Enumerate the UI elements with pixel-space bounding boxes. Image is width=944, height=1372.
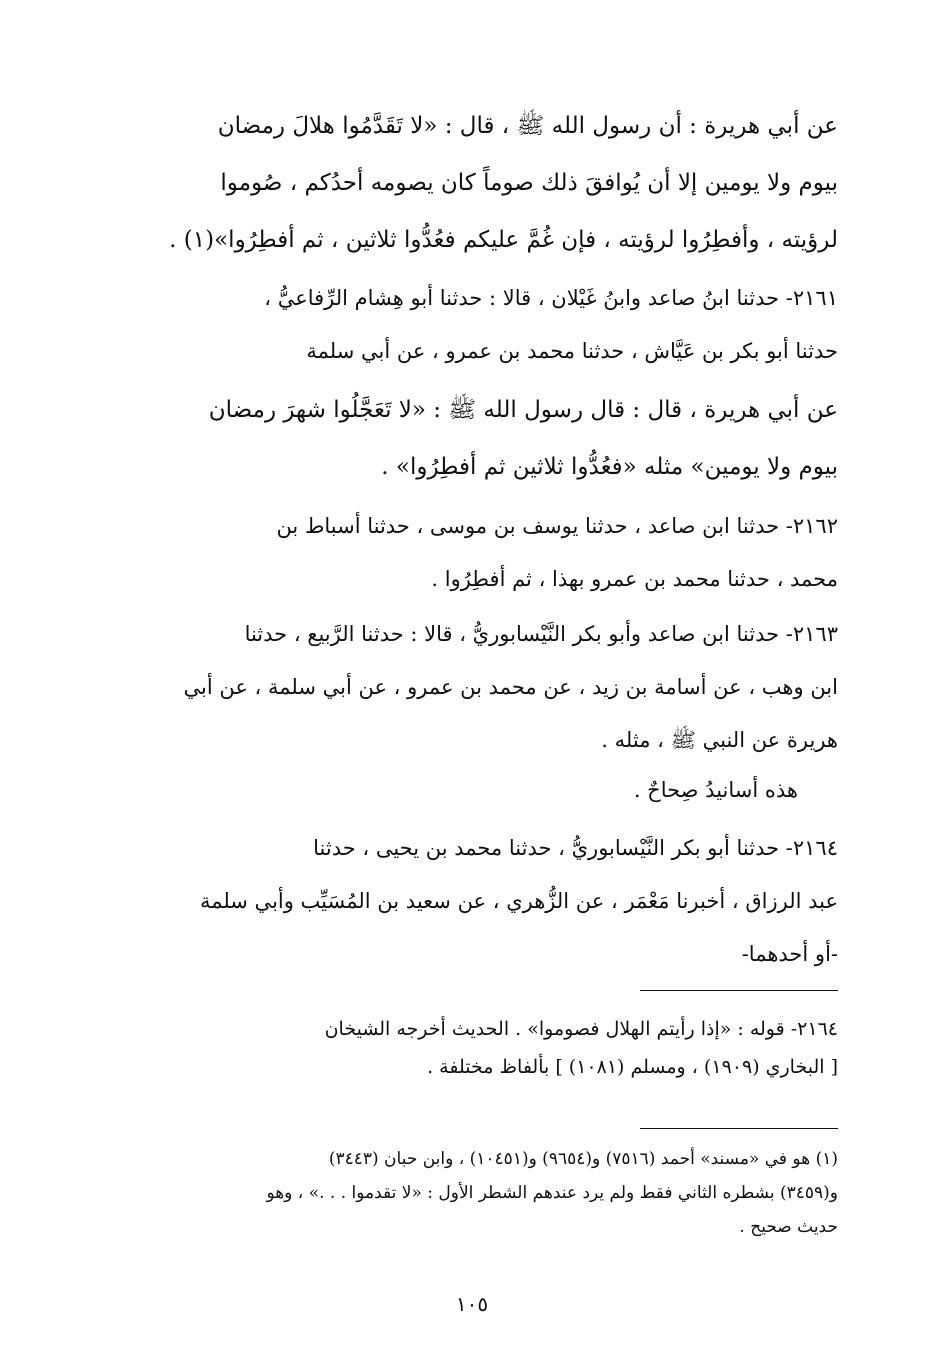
text-line: بيوم ولا يومين إلا أن يُوافقَ ذلك صوماً كان يصومه أحدُكم ، صُوموا [220,170,838,196]
text-line: حدثنا أبو بكر بن عَيَّاش ، حدثنا محمد بن عمرو ، عن أبي سلمة [306,339,838,363]
footnote-line: [ البخاري (١٩٠٩) ، ومسلم (١٠٨١) ] بألفاظ مختلفة . [427,1056,838,1078]
hadith-2161-matn [128,382,838,496]
grading-note [128,764,838,817]
text-line: هذه أسانيدُ صِحاحٌ . [633,778,798,802]
text-line: بيوم ولا يومين» مثله «فعُدُّوا ثلاثين ثم أفطِرُوا» . [381,454,838,480]
text-line: ٢١٦٢- حدثنا ابن صاعد ، حدثنا يوسف بن موسى ، حدثنا أسباط بن [276,514,838,538]
text-line: محمد ، حدثنا محمد بن عمرو بهذا ، ثم أفطِرُوا . [431,567,838,591]
reference-footnote [128,1142,838,1244]
footnote-line: و(٣٤٥٩) بشطره الثاني فقط ولم يرد عندهم الشطر الأول : «لا تقدموا . . .» ، وهو [266,1183,838,1203]
text-line: لرؤيته ، وأفطِرُوا لرؤيته ، فإن غُمَّ عليكم فعُدُّوا ثلاثين ، ثم أفطِرُوا»(١) . [169,227,838,253]
text-line: ٢١٦٤- حدثنا أبو بكر النَّيْسابوريُّ ، حدثنا محمد بن يحيى ، حدثنا [313,836,838,860]
text-line: ٢١٦١- حدثنا ابنُ صاعد وابنُ غَيْلان ، قالا : حدثنا أبو هِشام الرِّفاعيُّ ، [264,286,838,310]
footnote-line: (١) هو في «مسند» أحمد (٧٥١٦) و(٩٦٥٤) و(١٠٤٥١) ، وابن حبان (٣٤٤٣) [328,1149,838,1169]
commentary-footnote [128,1010,838,1086]
text-line: -أو أحدهما- [741,942,838,966]
hadith-2161-isnad [128,272,838,378]
hadith-continuation-paragraph [128,98,838,269]
hadith-2163 [128,608,838,767]
footnote-line: ٢١٦٤- قوله : «إذا رأيتم الهلال فصوموا» . الحديث أخرجه الشيخان [324,1018,838,1040]
text-line: هريرة عن النبي ﷺ ، مثله . [601,728,838,752]
footnote-line: حديث صحيح . [739,1217,838,1237]
text-line: ٢١٦٣- حدثنا ابن صاعد وأبو بكر النَّيْسابوريُّ ، قالا : حدثنا الرَّبيع ، حدثنا [244,622,838,646]
hadith-2162 [128,500,838,606]
footnote-divider [640,1128,838,1129]
text-line: ابن وهب ، عن أسامة بن زيد ، عن محمد بن عمرو ، عن أبي سلمة ، عن أبي [183,675,838,699]
hadith-2164 [128,822,838,981]
page-number: ١٠٥ [455,1292,489,1316]
text-line: عن أبي هريرة ، قال : قال رسول الله ﷺ : «لا تَعَجَّلُوا شهرَ رمضان [208,397,838,423]
text-line: عن أبي هريرة : أن رسول الله ﷺ ، قال : «لا تَقَدَّمُوا هلالَ رمضان [217,113,838,139]
text-line: عبد الرزاق ، أخبرنا مَعْمَر ، عن الزُّهري ، عن سعيد بن المُسَيِّب وأبي سلمة [199,889,838,913]
footnote-divider [640,990,838,991]
